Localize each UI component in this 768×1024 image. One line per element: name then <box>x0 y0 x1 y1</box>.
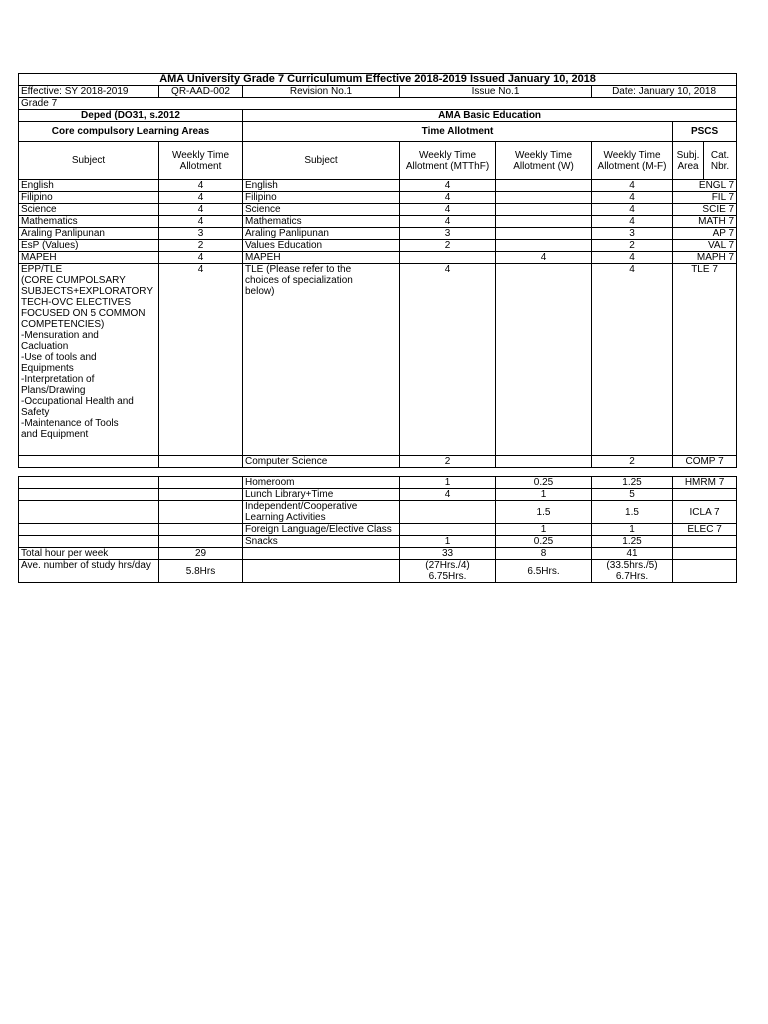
mtthf-value: 2 <box>400 240 496 252</box>
activity-w: 0.25 <box>496 536 592 548</box>
cs-subject: Computer Science <box>243 456 400 468</box>
activity-blank <box>19 536 159 548</box>
activity-row <box>19 536 737 548</box>
mf-value: 4 <box>592 252 673 264</box>
activity-blank <box>19 501 159 524</box>
core-weekly: 4 <box>159 216 243 228</box>
activity-mf: 1 <box>592 524 673 536</box>
epp-line: -Mensuration and <box>21 330 99 341</box>
subject-row <box>19 228 737 240</box>
activity-row <box>19 524 737 536</box>
activity-name: Foreign Language/Elective Class <box>243 524 400 536</box>
epp-line: -Maintenance of Tools <box>21 418 119 429</box>
section-row <box>19 122 737 142</box>
subject-row <box>19 180 737 192</box>
epp-line: Plans/Drawing <box>21 385 86 396</box>
core-subject: MAPEH <box>19 252 159 264</box>
total-mf: 41 <box>592 548 673 560</box>
core-subject: English <box>19 180 159 192</box>
mf-value: 4 <box>592 216 673 228</box>
activity-mtthf: 1 <box>400 477 496 489</box>
cs-blank-2 <box>159 456 243 468</box>
effective-sy: Effective: SY 2018-2019 <box>19 86 159 98</box>
program-row <box>19 110 737 122</box>
activity-mf: 5 <box>592 489 673 501</box>
curriculum-table <box>18 73 737 583</box>
average-weekly: 5.8Hrs <box>159 560 243 583</box>
average-mf <box>592 560 673 583</box>
mf-value: 4 <box>592 180 673 192</box>
activity-mtthf: 1 <box>400 536 496 548</box>
w-value <box>496 216 592 228</box>
activity-w: 0.25 <box>496 477 592 489</box>
tle-w <box>496 264 592 456</box>
time-allotment-label: Time Allotment <box>243 122 673 142</box>
average-mf-value: 6.7Hrs. <box>615 571 649 582</box>
activity-name: Snacks <box>243 536 400 548</box>
activity-mtthf <box>400 524 496 536</box>
epp-weekly: 4 <box>159 264 243 456</box>
activity-mf: 1.25 <box>592 477 673 489</box>
activity-row <box>19 477 737 489</box>
spacer-row <box>19 468 737 477</box>
activity-mtthf <box>400 501 496 524</box>
epp-line: Cacluation <box>21 341 69 352</box>
activity-mf: 1.25 <box>592 536 673 548</box>
mtthf-value: 4 <box>400 216 496 228</box>
subject-row <box>19 252 737 264</box>
meta-row <box>19 86 737 98</box>
core-weekly: 4 <box>159 180 243 192</box>
course-code: AP 7 <box>673 228 737 240</box>
w-value <box>496 240 592 252</box>
core-weekly: 2 <box>159 240 243 252</box>
subject-row <box>19 204 737 216</box>
ama-subject: Filipino <box>243 192 400 204</box>
epp-subject <box>19 264 159 456</box>
course-code: MAPH 7 <box>673 252 737 264</box>
core-weekly: 4 <box>159 252 243 264</box>
core-weekly: 3 <box>159 228 243 240</box>
curriculum-sheet <box>18 73 736 583</box>
activity-w: 1 <box>496 524 592 536</box>
title-row <box>19 74 737 86</box>
ama-label: AMA Basic Education <box>243 110 737 122</box>
average-mtthf-value: 6.75Hrs. <box>428 571 467 582</box>
activity-blank <box>19 489 159 501</box>
header-w: Weekly Time Allotment (W) <box>496 142 592 180</box>
issue-date: Date: January 10, 2018 <box>592 86 737 98</box>
total-mtthf: 33 <box>400 548 496 560</box>
header-subject-2: Subject <box>243 142 400 180</box>
average-label: Ave. number of study hrs/day <box>19 560 159 583</box>
course-code: MATH 7 <box>673 216 737 228</box>
ama-subject: English <box>243 180 400 192</box>
mf-value: 3 <box>592 228 673 240</box>
tle-line: TLE (Please refer to the <box>245 264 352 275</box>
activity-blank-2 <box>159 524 243 536</box>
grade-row <box>19 98 737 110</box>
cs-w <box>496 456 592 468</box>
ama-subject: Mathematics <box>243 216 400 228</box>
core-weekly: 4 <box>159 204 243 216</box>
activity-code: HMRM 7 <box>673 477 737 489</box>
epp-line: -Use of tools and <box>21 352 97 363</box>
epp-line: Equipments <box>21 363 74 374</box>
cs-mf: 2 <box>592 456 673 468</box>
activity-code: ELEC 7 <box>673 524 737 536</box>
activity-code <box>673 536 737 548</box>
average-blank <box>243 560 400 583</box>
header-weekly: Weekly Time Allotment <box>159 142 243 180</box>
activity-mtthf: 4 <box>400 489 496 501</box>
header-subject: Subject <box>19 142 159 180</box>
w-value: 4 <box>496 252 592 264</box>
course-code: FIL 7 <box>673 192 737 204</box>
activity-name: Independent/Cooperative Learning Activities <box>243 501 400 524</box>
core-weekly: 4 <box>159 192 243 204</box>
average-mtthf <box>400 560 496 583</box>
header-mtthf: Weekly Time Allotment (MTThF) <box>400 142 496 180</box>
epp-line: SUBJECTS+EXPLORATORY <box>21 286 153 297</box>
activity-row <box>19 489 737 501</box>
header-row <box>19 142 737 180</box>
core-subject: Filipino <box>19 192 159 204</box>
total-w: 8 <box>496 548 592 560</box>
tle-code: TLE 7 <box>673 264 737 456</box>
activity-blank-2 <box>159 489 243 501</box>
subject-rows <box>19 180 737 264</box>
average-w: 6.5Hrs. <box>496 560 592 583</box>
ama-subject: Araling Panlipunan <box>243 228 400 240</box>
total-blank <box>243 548 400 560</box>
average-row <box>19 560 737 583</box>
activity-blank-2 <box>159 477 243 489</box>
tle-mf: 4 <box>592 264 673 456</box>
epp-line: FOCUSED ON 5 COMMON <box>21 308 146 319</box>
ama-subject: MAPEH <box>243 252 400 264</box>
activity-w: 1 <box>496 489 592 501</box>
epp-line: and Equipment <box>21 429 89 440</box>
w-value <box>496 204 592 216</box>
tle-mtthf: 4 <box>400 264 496 456</box>
core-areas-label: Core compulsory Learning Areas <box>19 122 243 142</box>
header-cat-nbr: Cat. Nbr. <box>704 142 737 180</box>
cs-code: COMP 7 <box>673 456 737 468</box>
epp-line: -Occupational Health and <box>21 396 134 407</box>
core-subject: Mathematics <box>19 216 159 228</box>
mtthf-value: 4 <box>400 204 496 216</box>
tle-subject <box>243 264 400 456</box>
mtthf-value: 4 <box>400 192 496 204</box>
cs-blank <box>19 456 159 468</box>
activity-mf: 1.5 <box>592 501 673 524</box>
activity-name: Lunch Library+Time <box>243 489 400 501</box>
activity-blank <box>19 477 159 489</box>
w-value <box>496 228 592 240</box>
average-code <box>673 560 737 583</box>
issue-no: Issue No.1 <box>400 86 592 98</box>
pscs-label: PSCS <box>673 122 737 142</box>
mtthf-value: 4 <box>400 180 496 192</box>
epp-line: (CORE CUMPOLSARY <box>21 275 126 286</box>
core-subject: Araling Panlipunan <box>19 228 159 240</box>
activity-blank-2 <box>159 501 243 524</box>
epp-line: EPP/TLE <box>21 264 63 275</box>
course-code: SCIE 7 <box>673 204 737 216</box>
form-code: QR-AAD-002 <box>159 86 243 98</box>
epp-line: -Interpretation of <box>21 374 95 385</box>
activity-code: ICLA 7 <box>673 501 737 524</box>
document-title: AMA University Grade 7 Curriculumum Effective 2018-2019 Issued January 10, 2018 <box>19 74 737 86</box>
activity-w: 1.5 <box>496 501 592 524</box>
mtthf-value <box>400 252 496 264</box>
header-mf: Weekly Time Allotment (M-F) <box>592 142 673 180</box>
epp-row <box>19 264 737 456</box>
core-subject: EsP (Values) <box>19 240 159 252</box>
epp-line: TECH-OVC ELECTIVES <box>21 297 132 308</box>
mf-value: 4 <box>592 204 673 216</box>
epp-line: COMPETENCIES) <box>21 319 105 330</box>
cs-row <box>19 456 737 468</box>
ama-subject: Science <box>243 204 400 216</box>
grade-label: Grade 7 <box>19 98 737 110</box>
activity-blank <box>19 524 159 536</box>
w-value <box>496 180 592 192</box>
subject-row <box>19 240 737 252</box>
revision-no: Revision No.1 <box>243 86 400 98</box>
tle-line: choices of specialization <box>245 275 353 286</box>
course-code: VAL 7 <box>673 240 737 252</box>
cs-mtthf: 2 <box>400 456 496 468</box>
deped-label: Deped (DO31, s.2012 <box>19 110 243 122</box>
w-value <box>496 192 592 204</box>
mtthf-value: 3 <box>400 228 496 240</box>
subject-row <box>19 192 737 204</box>
epp-line: Safety <box>21 407 50 418</box>
activity-code <box>673 489 737 501</box>
average-mf-calc: (33.5hrs./5) <box>606 560 658 571</box>
total-code <box>673 548 737 560</box>
activity-name: Homeroom <box>243 477 400 489</box>
tle-line: below) <box>245 286 275 297</box>
header-subj-area: Subj. Area <box>673 142 704 180</box>
mf-value: 4 <box>592 192 673 204</box>
activity-blank-2 <box>159 536 243 548</box>
ama-subject: Values Education <box>243 240 400 252</box>
total-label: Total hour per week <box>19 548 159 560</box>
subject-row <box>19 216 737 228</box>
total-weekly: 29 <box>159 548 243 560</box>
mf-value: 2 <box>592 240 673 252</box>
activity-row <box>19 501 737 524</box>
average-mtthf-calc: (27Hrs./4) <box>425 560 470 571</box>
course-code: ENGL 7 <box>673 180 737 192</box>
total-row <box>19 548 737 560</box>
core-subject: Science <box>19 204 159 216</box>
extra-rows <box>19 477 737 548</box>
